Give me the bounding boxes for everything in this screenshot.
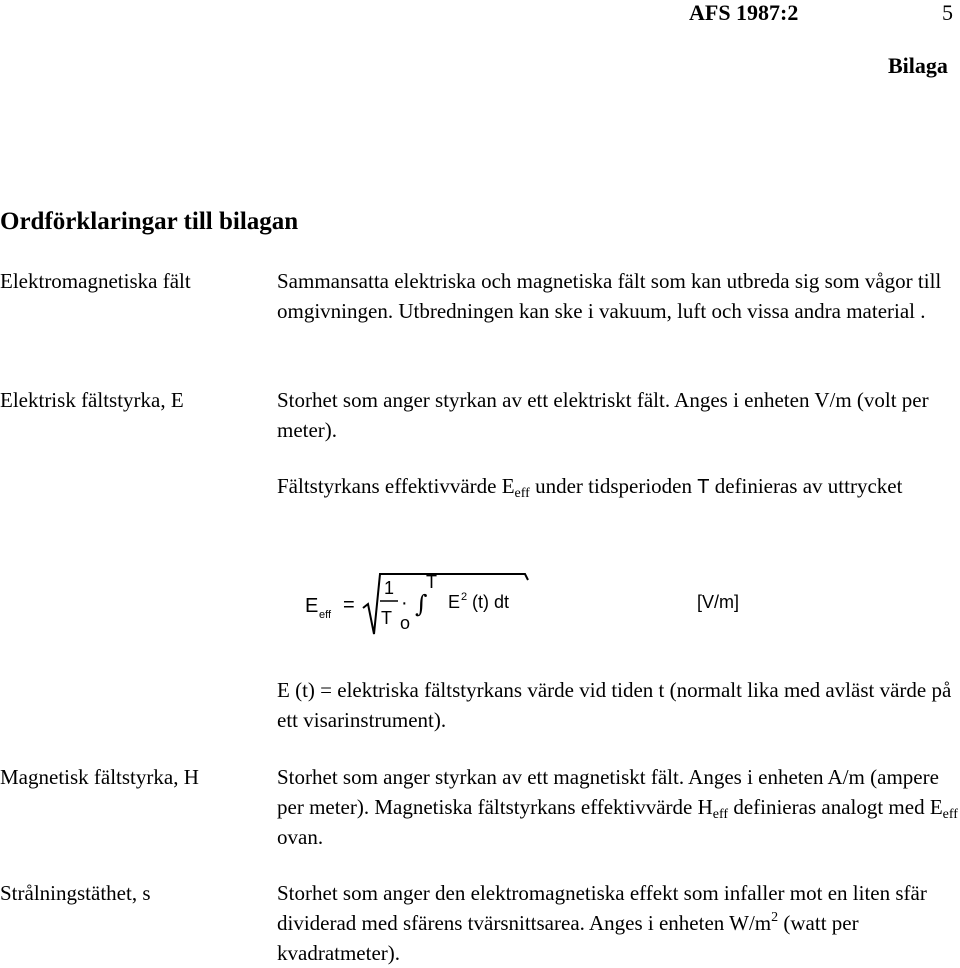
period-symbol: T [697,476,710,498]
fraction-denominator: T [381,608,392,628]
integral-lower-limit: o [400,613,411,633]
term-electric-field-strength: Elektrisk fältstyrka, E [0,388,184,412]
fraction-numerator: 1 [384,578,395,598]
formula-unit: [V/m] [697,592,740,612]
eff-subscript: eff [712,807,729,822]
definition-electric-field-strength: Storhet som anger styrkan av ett elektriskt fält. Anges i enheten V/m (volt per meter). [277,388,929,442]
formula-lhs-subscript: eff [319,609,332,621]
rms-formula-graphic [305,568,775,640]
multiplication-dot: · [401,592,408,614]
formula-equals: = [343,594,355,616]
term-electromagnetic-fields: Elektromagnetiska fält [0,269,191,293]
rms-text-part: definieras av uttrycket [709,474,903,498]
rms-definition-text [277,471,960,502]
term-radiation-density: Strålningstäthet, s [0,881,151,905]
definition-radiation-density [277,878,960,968]
eff-subscript: eff [514,486,530,501]
field-value-note: E (t) = elektriska fältstyrkans värde vid tiden t (normalt lika med avläst värde på ett visarinstrument). [277,678,952,732]
page-title: Ordförklaringar till bilagan [0,208,299,235]
definition-text-part: (watt per kvadratmeter). [277,911,859,965]
document-reference: AFS 1987:2 [689,0,799,25]
definition-text-part: Storhet som anger styrkan av ett magnetiskt fält. Anges i enheten A/m (ampere per meter). Magnetiska fältstyrkans effektivvärde H [277,765,939,819]
term-magnetic-field-strength: Magnetisk fältstyrka, H [0,765,199,789]
definition-text-part: ovan. [277,825,324,849]
definition-text-part: definieras analogt med E [728,795,943,819]
integral-upper-limit: T [426,572,437,592]
formula-lhs-symbol: E [305,595,319,617]
definition-magnetic-field-strength [277,762,960,852]
integrand-symbol: E [448,592,461,612]
rms-text-part: under tidsperioden [529,474,698,498]
eff-subscript: eff [942,807,958,822]
rms-formula [305,568,775,640]
rms-text-part: Fältstyrkans effektivvärde E [277,474,515,498]
integrand-rest: (t) dt [472,592,510,612]
page-number: 5 [942,0,953,25]
integrand-exponent: 2 [461,591,468,603]
definition-text-part: Storhet som anger den elektromagnetiska effekt som infaller mot en liten sfär dividerad med sfärens tvärsnittsarea. Anges i enheten W/m [277,881,927,935]
squared-superscript: 2 [771,910,779,925]
definition-electromagnetic-fields: Sammansatta elektriska och magnetiska fält som kan utbreda sig som vågor till omgivningen. Utbredningen kan ske i vakuum, luft och vissa andra material . [277,269,942,323]
appendix-label: Bilaga [888,53,948,78]
integral-sign: ∫ [415,590,428,618]
